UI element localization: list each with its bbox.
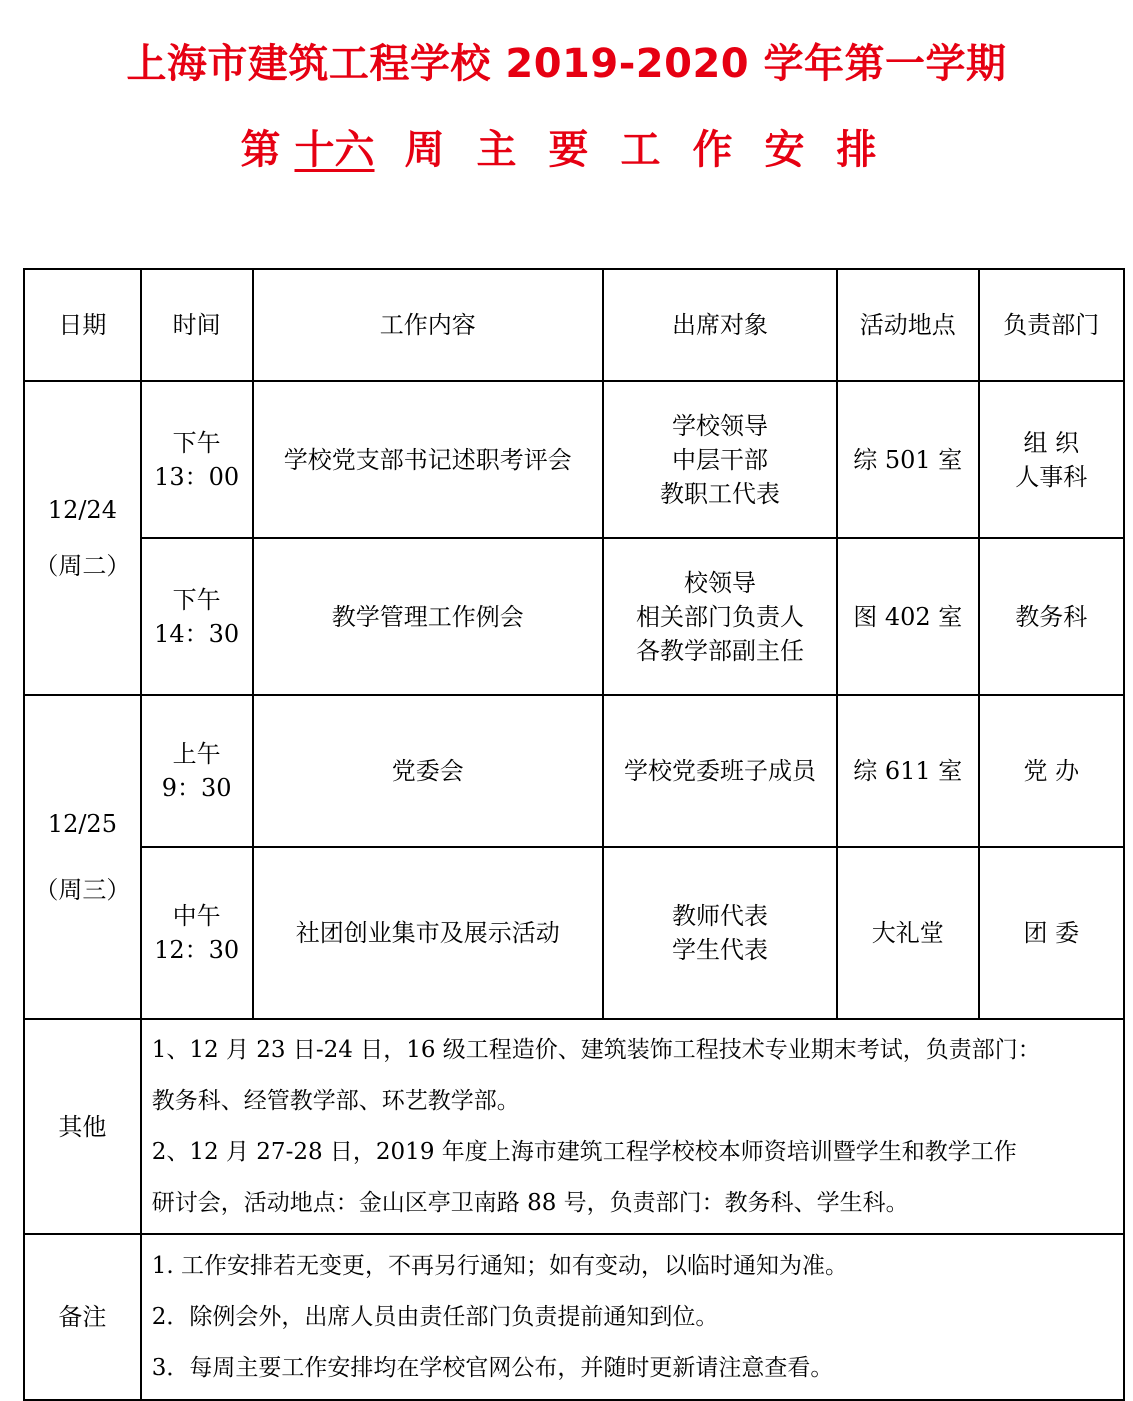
content-cell: 党委会 bbox=[253, 695, 603, 847]
header-date: 日期 bbox=[24, 269, 141, 381]
note-line: 2、12 月 27-28 日，2019 年度上海市建筑工程学校校本师资培训暨学生和教学工作 bbox=[151, 1138, 1017, 1165]
subtitle-char: 周 bbox=[404, 127, 445, 173]
subtitle-char: 工 bbox=[620, 127, 661, 173]
remark-line: 1. 工作安排若无变更，不再另行通知；如有变动，以临时通知为准。 bbox=[151, 1252, 849, 1279]
header-department: 负责部门 bbox=[979, 269, 1124, 381]
weekday-value: （周二） bbox=[34, 552, 131, 580]
attendee: 校领导 bbox=[683, 568, 756, 597]
remarks-label: 备注 bbox=[24, 1234, 141, 1400]
time-period: 上午 bbox=[172, 740, 221, 768]
content-cell: 教学管理工作例会 bbox=[253, 538, 603, 695]
attendees-cell: 学校党委班子成员 bbox=[603, 695, 837, 847]
attendee: 相关部门负责人 bbox=[635, 602, 804, 631]
department-cell bbox=[979, 381, 1124, 538]
attendees-cell bbox=[603, 538, 837, 695]
subtitle-char: 排 bbox=[836, 127, 877, 173]
time-clock: 14：30 bbox=[154, 619, 240, 648]
attendees-cell bbox=[603, 847, 837, 1019]
document-subtitle bbox=[0, 120, 1133, 180]
schedule-table bbox=[23, 268, 1125, 1401]
table-row bbox=[24, 847, 1124, 1019]
header-row bbox=[24, 269, 1124, 381]
time-period: 下午 bbox=[172, 428, 221, 457]
other-row bbox=[24, 1019, 1124, 1234]
table-row bbox=[24, 695, 1124, 847]
attendee: 学校领导 bbox=[671, 411, 768, 440]
week-number: 十六 bbox=[294, 127, 375, 173]
note-line: 教务科、经管教学部、环艺教学部。 bbox=[151, 1087, 520, 1114]
subtitle-char: 安 bbox=[764, 127, 805, 173]
time-cell bbox=[141, 381, 253, 538]
date-value: 12/24 bbox=[47, 496, 117, 524]
document-title: 上海市建筑工程学校 2019-2020 学年第一学期 bbox=[126, 41, 1007, 87]
note-line: 1、12 月 23 日-24 日，16 级工程造价、建筑装饰工程技术专业期末考试，负责部门： bbox=[151, 1036, 1041, 1063]
time-clock: 9：30 bbox=[161, 774, 232, 802]
remarks-row bbox=[24, 1234, 1124, 1400]
department: 组 织 bbox=[1023, 428, 1080, 457]
time-clock: 12：30 bbox=[154, 936, 240, 964]
content-cell: 社团创业集市及展示活动 bbox=[253, 847, 603, 1019]
table-row bbox=[24, 381, 1124, 538]
attendee: 教师代表 bbox=[671, 902, 768, 930]
department-cell: 党 办 bbox=[979, 695, 1124, 847]
time-clock: 13：00 bbox=[154, 462, 240, 491]
time-cell bbox=[141, 538, 253, 695]
location-cell: 综 611 室 bbox=[837, 695, 979, 847]
location-cell: 大礼堂 bbox=[837, 847, 979, 1019]
attendee: 中层干部 bbox=[671, 445, 768, 474]
location-cell: 图 402 室 bbox=[837, 538, 979, 695]
header-content: 工作内容 bbox=[253, 269, 603, 381]
location-cell: 综 501 室 bbox=[837, 381, 979, 538]
department-cell: 团 委 bbox=[979, 847, 1124, 1019]
time-cell bbox=[141, 695, 253, 847]
time-cell bbox=[141, 847, 253, 1019]
header-attendees: 出席对象 bbox=[603, 269, 837, 381]
other-notes bbox=[141, 1019, 1124, 1234]
remark-line: 2．除例会外，出席人员由责任部门负责提前通知到位。 bbox=[151, 1303, 719, 1330]
note-line: 研讨会，活动地点：金山区亭卫南路 88 号，负责部门：教务科、学生科。 bbox=[151, 1189, 909, 1216]
subtitle-prefix: 第 bbox=[240, 127, 281, 173]
remarks-notes bbox=[141, 1234, 1124, 1400]
attendee: 学生代表 bbox=[671, 936, 768, 964]
date-value: 12/25 bbox=[47, 810, 117, 838]
table-row bbox=[24, 538, 1124, 695]
header-location: 活动地点 bbox=[837, 269, 979, 381]
time-period: 中午 bbox=[172, 902, 221, 930]
date-cell bbox=[24, 381, 141, 695]
department-cell: 教务科 bbox=[979, 538, 1124, 695]
weekday-value: （周三） bbox=[34, 876, 131, 904]
remark-line: 3．每周主要工作安排均在学校官网公布，并随时更新请注意查看。 bbox=[151, 1354, 834, 1381]
content-cell: 学校党支部书记述职考评会 bbox=[253, 381, 603, 538]
header-time: 时间 bbox=[141, 269, 253, 381]
time-period: 下午 bbox=[172, 585, 221, 614]
subtitle-char: 要 bbox=[548, 127, 589, 173]
subtitle-char: 主 bbox=[476, 127, 517, 173]
department: 人事科 bbox=[1015, 462, 1088, 491]
date-cell bbox=[24, 695, 141, 1019]
subtitle-char: 作 bbox=[692, 127, 733, 173]
other-label: 其他 bbox=[24, 1019, 141, 1234]
attendee: 教职工代表 bbox=[659, 479, 780, 508]
attendee: 各教学部副主任 bbox=[635, 636, 804, 665]
attendees-cell bbox=[603, 381, 837, 538]
